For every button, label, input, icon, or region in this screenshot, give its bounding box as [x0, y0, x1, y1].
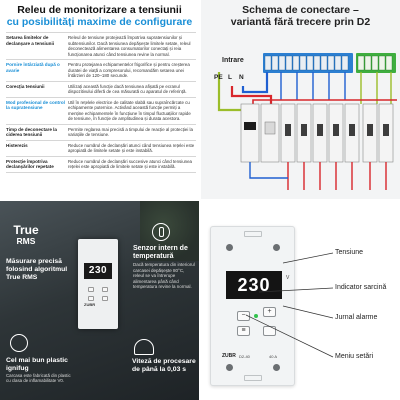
wiring-diagram: [201, 0, 400, 199]
config-row-key: Setarea limitelor de declanșare a tensiunii: [6, 35, 54, 46]
relay-photo-button-plus: [102, 287, 108, 292]
config-row-value: Permite reglarea mai precisă a timpului de reacție al protecției la variațiile de tensiune.: [68, 126, 193, 137]
true-rms-line2: RMS: [16, 236, 36, 246]
config-row-value: Utilizați această funcție dacă tensiunea afișată pe ecranul dispozitivului diferă de cea măsurată cu aparatul de referință.: [68, 83, 187, 94]
true-rms-text: Măsurare precisă folosind algoritmul True RMS: [6, 258, 68, 281]
config-row-key: Pornire întârziată după o avarie: [6, 62, 60, 73]
wiring-title-line1: Schema de conectare –: [242, 4, 359, 16]
button-plus[interactable]: +: [263, 307, 276, 317]
wiring-panel: [201, 0, 400, 199]
relay-photo-button-menu: [88, 296, 94, 301]
relay-photo-button-log: [102, 296, 108, 301]
relay-photo-display: 230: [84, 263, 112, 279]
config-row: [6, 81, 196, 97]
voltage-display: 230: [226, 271, 282, 299]
device-model: D2-40: [239, 354, 250, 359]
terminal-n-label: N: [239, 74, 244, 81]
device-amperage: 40 A: [269, 354, 278, 359]
callout-label-settings-menu: Meniu setări: [335, 353, 374, 360]
config-table: [6, 32, 196, 173]
config-row: [6, 97, 196, 124]
thermometer-icon: [152, 223, 170, 241]
callout-lines: [201, 201, 400, 400]
config-row: [6, 140, 196, 156]
true-rms-badge: [8, 224, 44, 246]
terminal-block-green: [356, 53, 396, 73]
config-row: [6, 59, 196, 81]
button-minus[interactable]: −: [237, 311, 250, 321]
config-row-key: Mod profesional de control la supratensiune: [6, 99, 65, 110]
config-title-line1: Releu de monitorizare a tensiunii: [17, 4, 182, 16]
config-title-line2: cu posibilități maxime de configurare: [6, 16, 193, 28]
callout-panel: [201, 201, 400, 400]
plastic-text: Carcasa este fabricată din plastic cu clasa de inflamabilitate V0.: [6, 373, 71, 384]
config-row-value: Pentru protejarea echipamentelor frigorifice și pentru creșterea duratei de viață a compresorului, recomandăm setarea unei întârzieri de 120–180 secunde.: [68, 62, 190, 78]
device-brand: ZUBR: [222, 353, 236, 359]
fire-shield-icon: [10, 334, 28, 352]
speed-title: Viteză de procesare de până la 0,03 s: [132, 358, 196, 373]
features-panel: [0, 201, 199, 400]
wiring-title-line2: variantă fără trecere prin D2: [230, 16, 371, 28]
config-row: [6, 32, 196, 59]
config-row-value: Util în rețelele electrice de calitate slabă sau supraîncărcate cu echipamente puternice. Activând această funcție permiți a menține echipamentele în funcțiune în timpul fluctuațiilor rapide de tensiune, în funcție de amplitudinea și durata acestora.: [68, 99, 191, 121]
config-row-key: Protecție împotriva declanșărilor repetate: [6, 158, 54, 169]
sensor-title: Senzor intern de temperatură: [133, 245, 188, 260]
config-row-value: Releul de tensiune protejează împotriva supratensiunilor și subtensiunilor. Dacă tensiunea depășește limitele setate, releul deconectează alimentarea consumatorilor conectați și reia funcționarea atunci când tensiunea revine la normal.: [68, 35, 191, 57]
relay-photo-button-minus: [88, 287, 94, 292]
config-row: [6, 124, 196, 140]
button-menu[interactable]: ≡: [237, 326, 250, 336]
plastic-title: Cel mai bun plastic ignifug: [6, 357, 68, 372]
din-devices: [241, 104, 393, 162]
config-row-value: Reduce numărul de declanșări atunci când tensiunea rețelei este apropiată de limitele setate și este instabilă.: [68, 142, 195, 153]
config-row-value: Reduce numărul de declanșări succesive atunci când tensiunea rețelei este apropiată de limitele setate și este instabilă.: [68, 158, 192, 169]
config-row-key: Corecția tensiunii: [6, 83, 45, 89]
relay-photo-brand: ZUBR: [84, 302, 96, 307]
wiring-input-label: Intrare: [222, 57, 244, 64]
config-row: [6, 156, 196, 173]
callout-label-voltage: Tensiune: [335, 249, 364, 256]
config-row-key: Histerezis: [6, 142, 28, 148]
config-panel: [0, 0, 199, 199]
terminal-pe-label: PE: [214, 74, 223, 81]
speedometer-icon: [134, 339, 154, 355]
terminal-block-blue: [263, 53, 353, 73]
voltage-unit-label: V: [286, 275, 290, 281]
terminal-l-label: L: [228, 74, 232, 81]
sensor-text: Dacă temperatura din interiorul carcasei depășește 80°C, releul se va întrerupe alimentarea până când temperatura revine la normal.: [133, 262, 195, 289]
callout-label-alarm-log: Jurnal alarme: [335, 314, 378, 321]
config-title: [0, 4, 199, 28]
callout-label-load-indicator: Indicator sarcină: [335, 284, 387, 291]
config-row-key: Timp de deconectare la ciderea tensiunii: [6, 126, 57, 137]
relay-device-photo: [78, 239, 118, 329]
true-rms-line1: True: [13, 223, 39, 237]
